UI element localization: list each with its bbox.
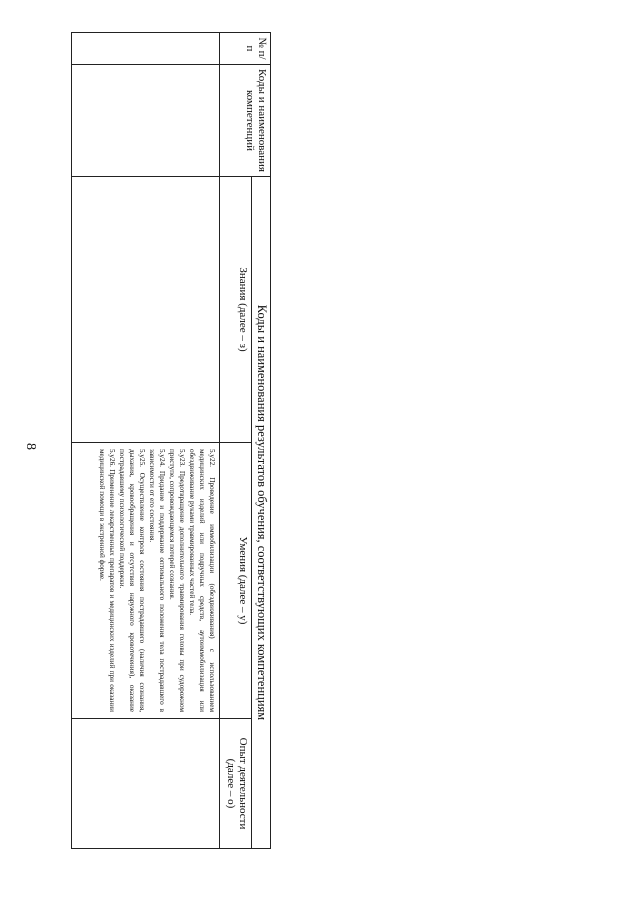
cell-competence	[72, 65, 220, 177]
skill-item: 5.у26. Применение лекарственных препаратов и медицинских изделий при оказании медицинской помощи в экстренной форме.	[98, 449, 116, 712]
header-skills: Умения (далее – у)	[220, 443, 252, 719]
cell-experience	[72, 719, 220, 849]
page-number: 8	[23, 443, 38, 450]
rotated-table-sheet	[71, 32, 271, 848]
header-number: № п/п	[220, 33, 271, 65]
competence-table	[71, 32, 271, 849]
header-knowledge: Знания (далее – з)	[220, 177, 252, 443]
table-row	[72, 33, 220, 849]
cell-number	[72, 33, 220, 65]
cell-knowledge	[72, 177, 220, 443]
skill-item: 5.у23. Предотвращение дополнительного травмирования головы при судорожном приступе, сопровождающемся потерей сознания.	[168, 449, 186, 712]
skill-item: 5.у24. Придание и поддержание оптимального положения тела пострадавшего в зависимости от его состояния.	[148, 449, 166, 712]
header-group-results: Коды и наименования результатов обучения, соответствующих компетенциям	[252, 177, 271, 849]
skill-item: 5.у22. Проведение иммобилизации (обездвиживания) с использованием медицинских изделий или подручных средств, аутоиммобилизация или обездвиживание руками травмированных частей тела.	[188, 449, 216, 712]
cell-skills	[72, 443, 220, 719]
header-competence: Коды и наименования компетенций	[220, 65, 271, 177]
skill-item: 5.у25. Осуществление контроля состояния пострадавшего (наличия сознания, дыхания, кровообращения и отсутствия наружного кровотечения), оказание пострадавшему психологической поддержки.	[118, 449, 146, 712]
header-experience: Опыт деятельности (далее – о)	[220, 719, 252, 849]
